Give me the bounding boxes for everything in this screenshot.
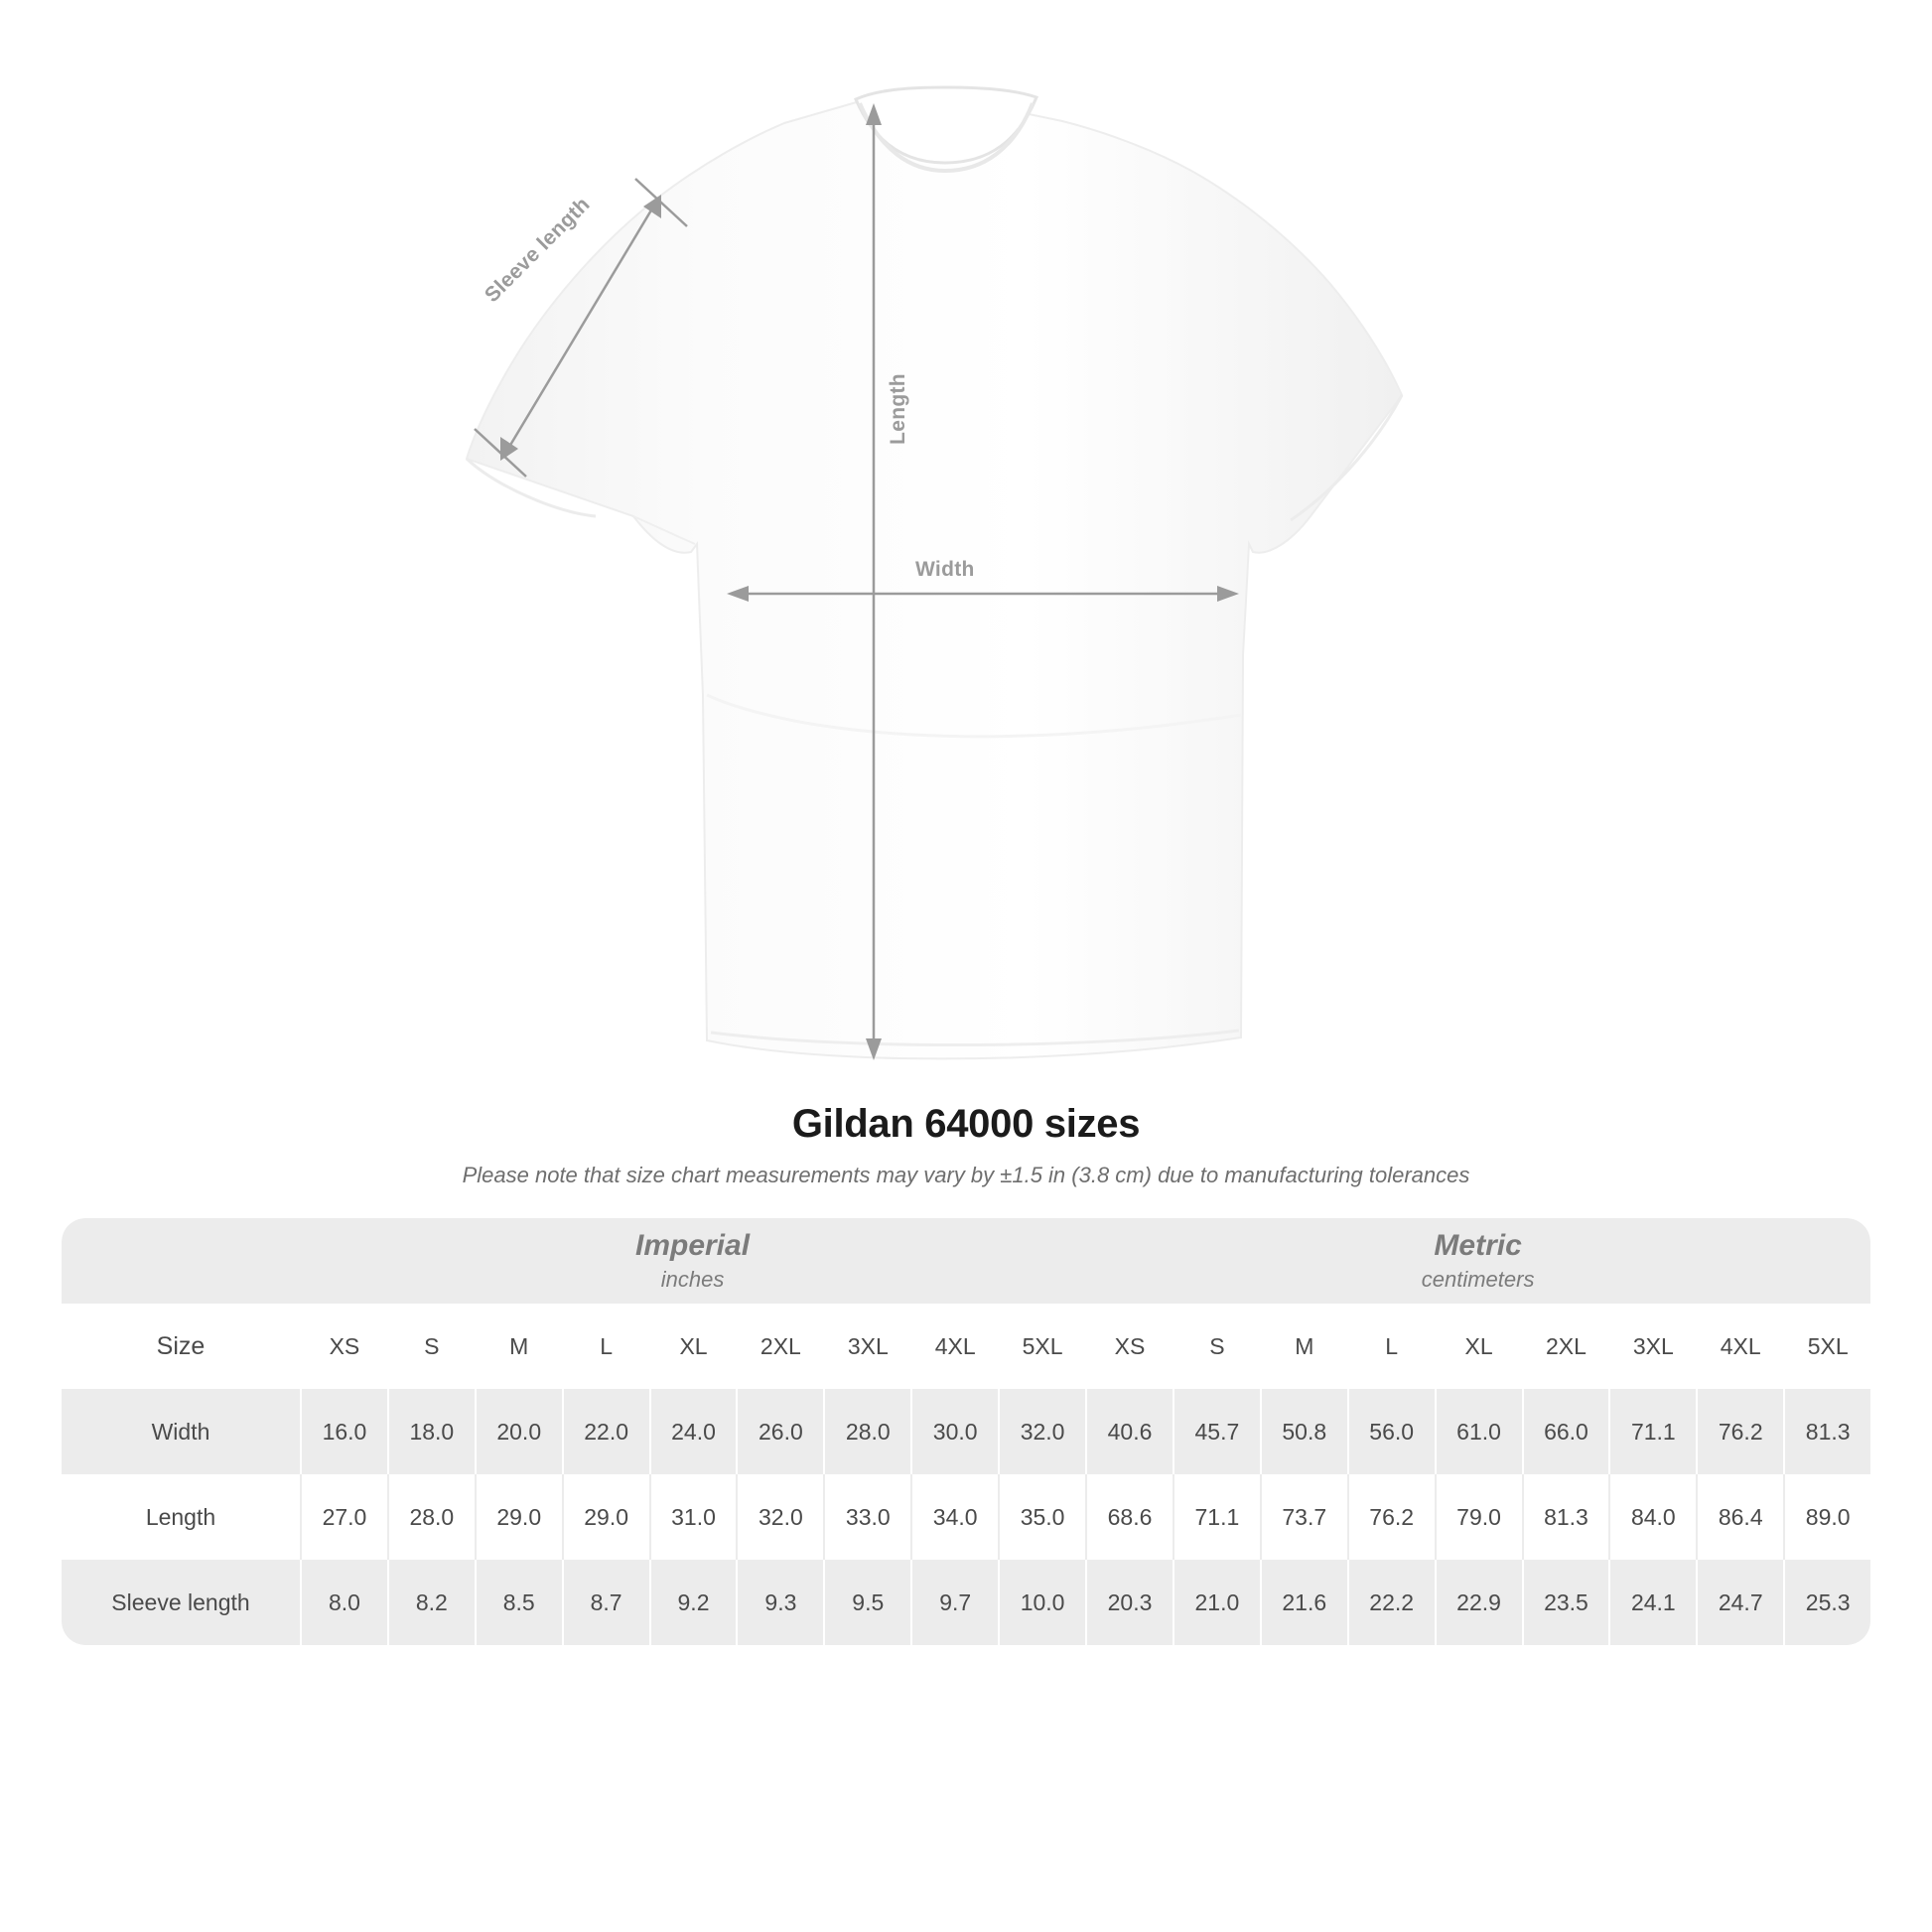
- size-header-label: Size: [62, 1304, 300, 1389]
- size-header-metric-xl: XL: [1435, 1304, 1522, 1389]
- size-header-metric-5xl: 5XL: [1783, 1304, 1870, 1389]
- page-title: Gildan 64000 sizes: [791, 1102, 1141, 1146]
- cell-width-imperial-l: 22.0: [562, 1389, 649, 1474]
- row-label-length: Length: [62, 1474, 300, 1560]
- size-header-row: [62, 1304, 1870, 1389]
- cell-sleeve-imperial-m: 8.5: [475, 1560, 562, 1645]
- cell-width-imperial-3xl: 28.0: [823, 1389, 910, 1474]
- unit-name-imperial: Imperial: [634, 1229, 751, 1263]
- cell-sleeve-metric-l: 22.2: [1347, 1560, 1435, 1645]
- unit-name-metric: Metric: [1434, 1229, 1522, 1263]
- cell-sleeve-metric-5xl: 25.3: [1783, 1560, 1870, 1645]
- length-label: Length: [886, 373, 909, 445]
- cell-sleeve-metric-3xl: 24.1: [1608, 1560, 1696, 1645]
- size-header-metric-l: L: [1347, 1304, 1435, 1389]
- cell-length-metric-s: 71.1: [1173, 1474, 1260, 1560]
- size-header-metric-2xl: 2XL: [1522, 1304, 1609, 1389]
- table-row-length: [62, 1474, 1870, 1560]
- cell-length-imperial-4xl: 34.0: [910, 1474, 998, 1560]
- cell-sleeve-imperial-xs: 8.0: [300, 1560, 387, 1645]
- size-table-wrapper: [62, 1218, 1870, 1645]
- cell-sleeve-metric-xs: 20.3: [1085, 1560, 1173, 1645]
- cell-length-imperial-3xl: 33.0: [823, 1474, 910, 1560]
- cell-width-imperial-5xl: 32.0: [998, 1389, 1085, 1474]
- table-row-sleeve-length: [62, 1560, 1870, 1645]
- cell-sleeve-metric-s: 21.0: [1173, 1560, 1260, 1645]
- cell-width-imperial-4xl: 30.0: [910, 1389, 998, 1474]
- cell-length-metric-2xl: 81.3: [1522, 1474, 1609, 1560]
- cell-length-metric-m: 73.7: [1260, 1474, 1347, 1560]
- row-label-sleeve-length: Sleeve length: [62, 1560, 300, 1645]
- cell-sleeve-imperial-3xl: 9.5: [823, 1560, 910, 1645]
- sleeve-length-label: Sleeve length: [480, 193, 595, 308]
- cell-length-metric-xl: 79.0: [1435, 1474, 1522, 1560]
- cell-sleeve-imperial-4xl: 9.7: [910, 1560, 998, 1645]
- cell-width-metric-5xl: 81.3: [1783, 1389, 1870, 1474]
- size-header-metric-4xl: 4XL: [1696, 1304, 1783, 1389]
- unit-sub-imperial: inches: [660, 1266, 725, 1292]
- unit-header-metric: [1085, 1218, 1870, 1304]
- title-block: [0, 1102, 1932, 1188]
- cell-width-metric-xs: 40.6: [1085, 1389, 1173, 1474]
- cell-sleeve-imperial-2xl: 9.3: [736, 1560, 823, 1645]
- cell-length-imperial-2xl: 32.0: [736, 1474, 823, 1560]
- width-label: Width: [915, 558, 975, 581]
- size-table: [62, 1218, 1870, 1645]
- cell-length-imperial-xs: 27.0: [300, 1474, 387, 1560]
- cell-width-metric-xl: 61.0: [1435, 1389, 1522, 1474]
- cell-width-imperial-xs: 16.0: [300, 1389, 387, 1474]
- size-header-imperial-s: S: [387, 1304, 475, 1389]
- cell-sleeve-metric-xl: 22.9: [1435, 1560, 1522, 1645]
- table-row-width: [62, 1389, 1870, 1474]
- size-header-imperial-xl: XL: [649, 1304, 737, 1389]
- size-header-imperial-m: M: [475, 1304, 562, 1389]
- cell-sleeve-imperial-l: 8.7: [562, 1560, 649, 1645]
- cell-width-imperial-xl: 24.0: [649, 1389, 737, 1474]
- size-header-metric-xs: XS: [1085, 1304, 1173, 1389]
- cell-length-metric-l: 76.2: [1347, 1474, 1435, 1560]
- cell-sleeve-imperial-5xl: 10.0: [998, 1560, 1085, 1645]
- cell-length-metric-xs: 68.6: [1085, 1474, 1173, 1560]
- cell-length-imperial-m: 29.0: [475, 1474, 562, 1560]
- cell-width-metric-s: 45.7: [1173, 1389, 1260, 1474]
- cell-width-imperial-s: 18.0: [387, 1389, 475, 1474]
- size-header-imperial-5xl: 5XL: [998, 1304, 1085, 1389]
- cell-sleeve-metric-4xl: 24.7: [1696, 1560, 1783, 1645]
- size-header-metric-m: M: [1260, 1304, 1347, 1389]
- cell-length-metric-3xl: 84.0: [1608, 1474, 1696, 1560]
- cell-sleeve-metric-2xl: 23.5: [1522, 1560, 1609, 1645]
- cell-width-imperial-2xl: 26.0: [736, 1389, 823, 1474]
- cell-width-metric-3xl: 71.1: [1608, 1389, 1696, 1474]
- size-header-imperial-2xl: 2XL: [736, 1304, 823, 1389]
- cell-length-imperial-5xl: 35.0: [998, 1474, 1085, 1560]
- unit-header-row: [62, 1218, 1870, 1304]
- size-header-metric-3xl: 3XL: [1608, 1304, 1696, 1389]
- cell-length-metric-5xl: 89.0: [1783, 1474, 1870, 1560]
- cell-width-imperial-m: 20.0: [475, 1389, 562, 1474]
- cell-width-metric-4xl: 76.2: [1696, 1389, 1783, 1474]
- cell-sleeve-metric-m: 21.6: [1260, 1560, 1347, 1645]
- size-header-imperial-xs: XS: [300, 1304, 387, 1389]
- row-label-width: Width: [62, 1389, 300, 1474]
- size-header-imperial-l: L: [562, 1304, 649, 1389]
- cell-width-metric-l: 56.0: [1347, 1389, 1435, 1474]
- size-header-imperial-3xl: 3XL: [823, 1304, 910, 1389]
- cell-length-imperial-s: 28.0: [387, 1474, 475, 1560]
- cell-width-metric-2xl: 66.0: [1522, 1389, 1609, 1474]
- unit-sub-metric: centimeters: [1421, 1266, 1535, 1292]
- cell-length-imperial-l: 29.0: [562, 1474, 649, 1560]
- table-corner-cell: [62, 1218, 300, 1304]
- size-header-imperial-4xl: 4XL: [910, 1304, 998, 1389]
- cell-length-metric-4xl: 86.4: [1696, 1474, 1783, 1560]
- size-header-metric-s: S: [1173, 1304, 1260, 1389]
- unit-header-imperial: [300, 1218, 1085, 1304]
- cell-sleeve-imperial-s: 8.2: [387, 1560, 475, 1645]
- tolerance-note: Please note that size chart measurements may vary by ±1.5 in (3.8 cm) due to manufacturing tolerances: [462, 1163, 1470, 1187]
- cell-width-metric-m: 50.8: [1260, 1389, 1347, 1474]
- cell-length-imperial-xl: 31.0: [649, 1474, 737, 1560]
- cell-sleeve-imperial-xl: 9.2: [649, 1560, 737, 1645]
